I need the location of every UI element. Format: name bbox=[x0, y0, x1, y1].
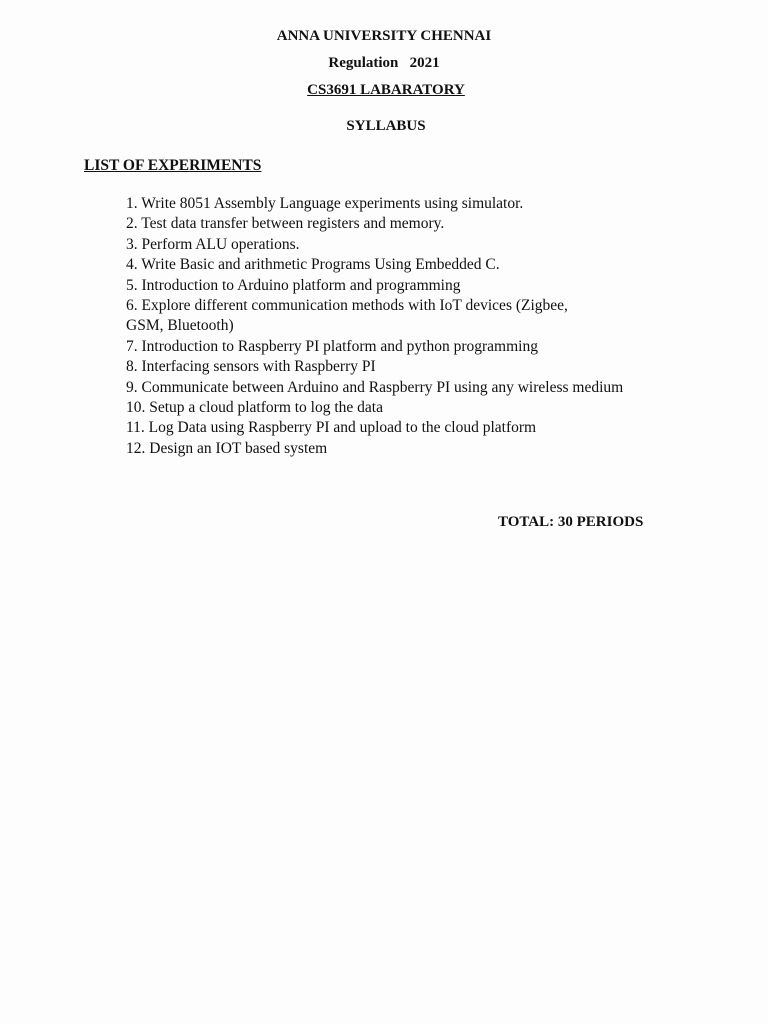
experiment-item: 5. Introduction to Arduino platform and programming bbox=[126, 276, 461, 294]
experiment-item: 11. Log Data using Raspberry PI and upload to the cloud platform bbox=[126, 419, 537, 437]
experiments-heading: LIST OF EXPERIMENTS bbox=[84, 157, 262, 174]
experiment-item: 7. Introduction to Raspberry PI platform and python programming bbox=[126, 337, 538, 355]
regulation-line: Regulation 2021 bbox=[328, 55, 440, 71]
experiment-item-continuation: GSM, Bluetooth) bbox=[126, 317, 234, 335]
experiment-item: 9. Communicate between Arduino and Raspberry PI using any wireless medium bbox=[126, 378, 624, 396]
experiments-list bbox=[126, 194, 686, 459]
university-title: ANNA UNIVERSITY CHENNAI bbox=[276, 28, 492, 44]
experiment-item: 3. Perform ALU operations. bbox=[126, 235, 300, 253]
experiment-item: 4. Write Basic and arithmetic Programs Using Embedded C. bbox=[126, 256, 500, 274]
experiment-item: 1. Write 8051 Assembly Language experiments using simulator. bbox=[126, 195, 524, 212]
experiment-item: 12. Design an IOT based system bbox=[126, 439, 328, 457]
experiment-item: 6. Explore different communication methods with IoT devices (Zigbee, bbox=[126, 297, 568, 315]
total-periods: TOTAL: 30 PERIODS bbox=[498, 514, 644, 530]
syllabus-heading: SYLLABUS bbox=[346, 118, 426, 134]
experiment-item: 2. Test data transfer between registers and memory. bbox=[126, 215, 445, 233]
experiment-item: 8. Interfacing sensors with Raspberry PI bbox=[126, 358, 376, 376]
experiment-item: 10. Setup a cloud platform to log the data bbox=[126, 399, 383, 417]
course-title: CS3691 LABARATORY bbox=[307, 82, 465, 98]
